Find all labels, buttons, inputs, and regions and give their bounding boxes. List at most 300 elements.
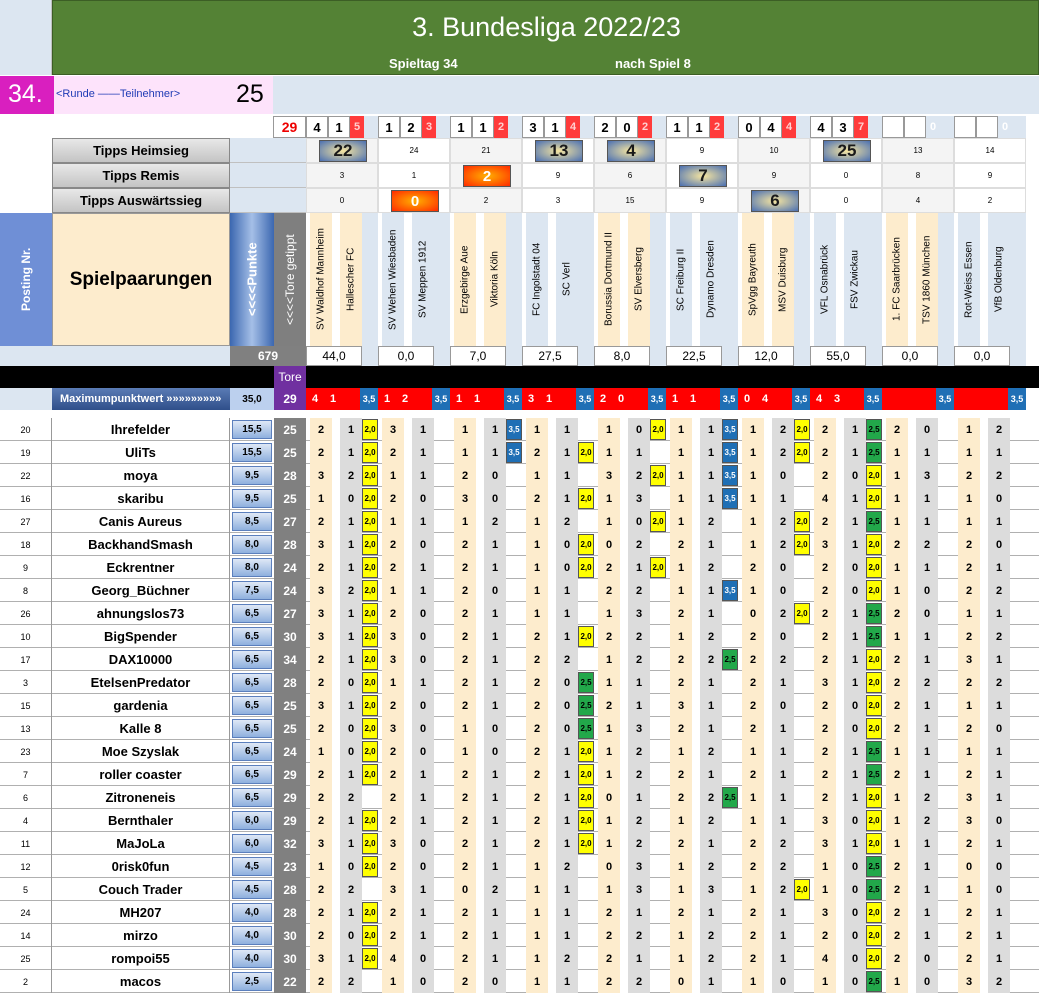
tipps-cell <box>378 188 450 213</box>
tip-points: 3,5 <box>722 442 738 463</box>
tip-points <box>506 879 522 900</box>
tip-away: 1 <box>700 694 722 717</box>
tip-home: 1 <box>598 671 620 694</box>
player-points: 6,0 <box>232 834 272 853</box>
tip-gap <box>548 671 556 694</box>
tip-away: 1 <box>988 763 1010 786</box>
tip-points: 2,0 <box>362 626 378 647</box>
tip-home: 3 <box>814 901 836 924</box>
tip-away: 2 <box>988 625 1010 648</box>
player-points: 6,5 <box>232 765 272 784</box>
tip-home: 2 <box>598 947 620 970</box>
team-spacer <box>794 213 810 346</box>
tip-home: 1 <box>382 579 404 602</box>
tip-home: 1 <box>886 786 908 809</box>
player-tore: 30 <box>274 625 306 648</box>
tip-away: 1 <box>484 832 506 855</box>
tip-home: 3 <box>310 947 332 970</box>
tip-home: 2 <box>454 579 476 602</box>
tip-points <box>1010 603 1026 624</box>
result-goal-sum: 2 <box>638 116 652 138</box>
tip-home: 1 <box>670 878 692 901</box>
tip-home: 2 <box>886 901 908 924</box>
tip-home: 2 <box>454 901 476 924</box>
player-tore: 24 <box>274 579 306 602</box>
tip-home: 2 <box>670 648 692 671</box>
tip-away: 1 <box>700 533 722 556</box>
posting-nr-header: Posting Nr. <box>0 213 52 346</box>
tip-away: 3 <box>628 487 650 510</box>
tip-points: 2,0 <box>866 695 882 716</box>
player-name: ahnungslos73 <box>52 602 230 625</box>
tip-gap <box>476 855 484 878</box>
tip-away: 1 <box>916 441 938 464</box>
player-name: Bernthaler <box>52 809 230 832</box>
tipps-cell <box>522 138 594 163</box>
player-name: DAX10000 <box>52 648 230 671</box>
tip-home: 2 <box>454 694 476 717</box>
tip-home: 2 <box>742 556 764 579</box>
player-name: moya <box>52 464 230 487</box>
team-home: SC Freiburg II <box>670 213 692 346</box>
result-home-goals: 0 <box>738 116 760 138</box>
tip-gap <box>764 418 772 441</box>
tip-home: 3 <box>382 648 404 671</box>
player-points: 2,5 <box>232 972 272 991</box>
tip-gap <box>836 418 844 441</box>
tip-home: 1 <box>742 786 764 809</box>
tip-gap <box>836 602 844 625</box>
tip-gap <box>836 786 844 809</box>
tip-away: 1 <box>340 418 362 441</box>
tip-away: 1 <box>556 418 578 441</box>
tip-gap <box>692 487 700 510</box>
tip-home: 3 <box>382 832 404 855</box>
tip-gap <box>908 717 916 740</box>
tip-gap <box>476 579 484 602</box>
tip-home: 1 <box>382 671 404 694</box>
tip-away: 0 <box>556 533 578 556</box>
tip-home: 2 <box>526 786 548 809</box>
result-away-goals: 1 <box>688 116 710 138</box>
tip-away: 0 <box>412 717 434 740</box>
tip-away: 1 <box>412 924 434 947</box>
tip-home: 0 <box>454 878 476 901</box>
tip-gap <box>620 786 628 809</box>
tip-gap <box>476 556 484 579</box>
max-gap <box>774 388 792 410</box>
tip-points: 2,0 <box>650 557 666 578</box>
tip-away: 1 <box>484 625 506 648</box>
posting-nr: 9 <box>0 556 52 579</box>
tip-home: 1 <box>670 924 692 947</box>
tip-gap <box>620 809 628 832</box>
punkte-header: <<<<Punkte <box>230 213 274 346</box>
tip-away: 1 <box>340 441 362 464</box>
tip-points: 2,0 <box>362 557 378 578</box>
tip-home: 2 <box>454 648 476 671</box>
tip-home: 3 <box>814 809 836 832</box>
tip-away: 2 <box>700 786 722 809</box>
tip-away: 0 <box>844 809 866 832</box>
tip-points: 2,5 <box>722 649 738 670</box>
tip-home: 0 <box>598 786 620 809</box>
tip-points <box>794 787 810 808</box>
posting-nr: 2 <box>0 970 52 993</box>
tip-away: 3 <box>628 717 650 740</box>
tip-gap <box>332 970 340 993</box>
tip-away: 1 <box>412 786 434 809</box>
tip-away: 0 <box>916 970 938 993</box>
tip-home: 2 <box>382 487 404 510</box>
tip-home: 3 <box>310 694 332 717</box>
tip-away: 1 <box>916 901 938 924</box>
tip-gap <box>980 579 988 602</box>
tip-points <box>506 649 522 670</box>
max-gap <box>846 388 864 410</box>
tip-points: 2,0 <box>866 948 882 969</box>
tip-points <box>722 718 738 739</box>
tip-gap <box>548 855 556 878</box>
tip-points: 2,0 <box>794 603 810 624</box>
tip-points <box>1010 511 1026 532</box>
tip-home: 1 <box>742 878 764 901</box>
tip-away: 2 <box>556 648 578 671</box>
tipps-cell: 10 <box>738 138 810 163</box>
tip-away: 2 <box>556 855 578 878</box>
tip-points <box>938 764 954 785</box>
tip-gap <box>692 878 700 901</box>
tip-gap <box>692 947 700 970</box>
result-goal-sum: 3 <box>422 116 436 138</box>
result-spacer <box>580 116 594 138</box>
tip-points <box>1010 764 1026 785</box>
tip-points <box>506 465 522 486</box>
tipps-cell: 8 <box>882 163 954 188</box>
tip-away: 2 <box>628 832 650 855</box>
tip-gap <box>404 694 412 717</box>
tip-home: 1 <box>958 602 980 625</box>
tip-home: 1 <box>454 441 476 464</box>
tip-home: 1 <box>886 740 908 763</box>
tip-home: 1 <box>958 694 980 717</box>
tip-points: 2,0 <box>578 488 594 509</box>
tip-gap <box>764 832 772 855</box>
tip-gap <box>332 901 340 924</box>
tip-points <box>434 672 450 693</box>
tip-home: 2 <box>454 533 476 556</box>
tip-home: 1 <box>310 740 332 763</box>
tip-points <box>578 603 594 624</box>
tip-points <box>434 971 450 992</box>
tip-away: 0 <box>844 970 866 993</box>
tip-gap <box>836 579 844 602</box>
tip-home: 2 <box>526 832 548 855</box>
tip-gap <box>620 579 628 602</box>
tip-points: 2,0 <box>866 902 882 923</box>
result-goal-sum: 5 <box>350 116 364 138</box>
tip-points <box>722 626 738 647</box>
tip-gap <box>692 648 700 671</box>
max-gap <box>702 388 720 410</box>
tip-away: 0 <box>412 740 434 763</box>
team-home: SV Waldhof Mannheim <box>310 213 332 346</box>
tip-gap <box>476 671 484 694</box>
tip-home: 2 <box>886 855 908 878</box>
tip-away: 1 <box>916 763 938 786</box>
tip-away: 2 <box>628 740 650 763</box>
tip-home: 2 <box>670 763 692 786</box>
tip-away: 0 <box>988 487 1010 510</box>
max-home <box>882 388 900 410</box>
tip-home: 2 <box>814 510 836 533</box>
table-row <box>0 924 1039 947</box>
tip-points <box>578 649 594 670</box>
tip-away: 3 <box>628 602 650 625</box>
tip-gap <box>836 717 844 740</box>
max-home: 1 <box>666 388 684 410</box>
tip-gap <box>332 464 340 487</box>
separator <box>0 366 1039 388</box>
tip-home: 2 <box>598 579 620 602</box>
max-home: 1 <box>378 388 396 410</box>
player-name: Georg_Büchner <box>52 579 230 602</box>
tip-points <box>506 764 522 785</box>
tip-away: 0 <box>340 924 362 947</box>
tip-points <box>1010 649 1026 670</box>
tip-home: 2 <box>382 786 404 809</box>
tip-gap <box>404 740 412 763</box>
tip-points <box>1010 718 1026 739</box>
tip-gap <box>404 786 412 809</box>
tip-home: 1 <box>598 487 620 510</box>
tip-away: 1 <box>844 832 866 855</box>
player-points: 4,0 <box>232 949 272 968</box>
tip-home: 2 <box>670 786 692 809</box>
result-spacer <box>436 116 450 138</box>
tip-home: 2 <box>886 878 908 901</box>
tip-gap <box>620 855 628 878</box>
tip-home: 3 <box>310 579 332 602</box>
posting-nr: 5 <box>0 878 52 901</box>
tip-away: 0 <box>556 556 578 579</box>
result-home-goals: 1 <box>666 116 688 138</box>
tip-gap <box>548 786 556 809</box>
tip-away: 1 <box>340 832 362 855</box>
tip-points <box>722 925 738 946</box>
tip-points <box>650 879 666 900</box>
tip-gap <box>764 579 772 602</box>
tip-home: 3 <box>310 602 332 625</box>
tip-gap <box>836 648 844 671</box>
tip-gap <box>332 625 340 648</box>
tip-gap <box>548 648 556 671</box>
tip-points <box>650 764 666 785</box>
table-row <box>0 763 1039 786</box>
tip-home: 1 <box>670 464 692 487</box>
tip-gap <box>332 924 340 947</box>
tip-home: 2 <box>886 418 908 441</box>
tip-away: 1 <box>988 694 1010 717</box>
tip-gap <box>620 671 628 694</box>
tip-points <box>506 626 522 647</box>
tip-points <box>794 718 810 739</box>
player-name: macos <box>52 970 230 993</box>
tip-gap <box>836 671 844 694</box>
tip-away: 2 <box>700 855 722 878</box>
tip-points <box>794 810 810 831</box>
tip-away: 1 <box>844 671 866 694</box>
tip-home: 2 <box>958 533 980 556</box>
tip-gap <box>764 510 772 533</box>
match-points-spacer <box>650 346 666 366</box>
tip-gap <box>692 786 700 809</box>
tip-points <box>434 695 450 716</box>
tip-gap <box>692 533 700 556</box>
tip-home: 1 <box>454 418 476 441</box>
table-row <box>0 947 1039 970</box>
tip-home: 2 <box>526 671 548 694</box>
tip-away: 1 <box>484 763 506 786</box>
tip-gap <box>836 556 844 579</box>
tipps-cell: 3 <box>306 163 378 188</box>
team-home: Erzgebirge Aue <box>454 213 476 346</box>
tipps-cell <box>738 188 810 213</box>
tip-home: 1 <box>958 740 980 763</box>
tip-away: 2 <box>988 671 1010 694</box>
tipps-section <box>52 138 1039 213</box>
tip-gap <box>908 947 916 970</box>
player-name: gardenia <box>52 694 230 717</box>
tip-away: 1 <box>484 556 506 579</box>
table-row <box>0 878 1039 901</box>
table-row <box>0 855 1039 878</box>
tip-points <box>794 626 810 647</box>
tip-away: 0 <box>412 947 434 970</box>
tip-away: 0 <box>412 602 434 625</box>
tip-away: 1 <box>844 533 866 556</box>
tip-points <box>1010 787 1026 808</box>
tip-points <box>506 603 522 624</box>
tip-gap <box>836 533 844 556</box>
max-value: 3,5 <box>504 388 522 410</box>
tip-home: 2 <box>958 556 980 579</box>
tip-points <box>650 718 666 739</box>
tip-home: 2 <box>382 809 404 832</box>
tip-home: 1 <box>670 740 692 763</box>
tipps-cell: 2 <box>450 188 522 213</box>
tip-gap <box>692 717 700 740</box>
match-points: 8,0 <box>594 346 650 366</box>
tip-home: 2 <box>886 533 908 556</box>
result-away-goals: 0 <box>616 116 638 138</box>
tip-gap <box>332 487 340 510</box>
team-away: Hallescher FC <box>340 213 362 346</box>
tip-points: 2,5 <box>866 764 882 785</box>
tip-gap <box>548 510 556 533</box>
tip-away: 0 <box>772 464 794 487</box>
tipps-cell: 9 <box>522 163 594 188</box>
tip-home: 2 <box>526 809 548 832</box>
tip-away: 1 <box>916 924 938 947</box>
tip-gap <box>476 878 484 901</box>
tip-home: 4 <box>814 947 836 970</box>
players-table <box>0 418 1039 993</box>
tip-gap <box>836 924 844 947</box>
player-points: 15,5 <box>232 443 272 462</box>
tip-gap <box>980 625 988 648</box>
tip-points: 3,5 <box>722 580 738 601</box>
tip-gap <box>404 763 412 786</box>
player-tore: 28 <box>274 533 306 556</box>
tip-gap <box>332 786 340 809</box>
tip-home: 1 <box>526 878 548 901</box>
tip-home: 1 <box>526 579 548 602</box>
tip-points <box>1010 580 1026 601</box>
tip-points <box>1010 695 1026 716</box>
tip-points <box>1010 925 1026 946</box>
tip-points <box>434 948 450 969</box>
result-spacer <box>796 116 810 138</box>
max-home: 3 <box>522 388 540 410</box>
tip-home: 1 <box>742 464 764 487</box>
tip-gap <box>980 487 988 510</box>
tip-points <box>938 902 954 923</box>
tip-gap <box>404 556 412 579</box>
result-spacer <box>724 116 738 138</box>
result-spacer <box>940 116 954 138</box>
tip-home: 2 <box>526 441 548 464</box>
tip-points: 2,0 <box>578 557 594 578</box>
tip-gap <box>764 763 772 786</box>
tip-gap <box>764 648 772 671</box>
table-row <box>0 671 1039 694</box>
tip-points <box>434 465 450 486</box>
max-value: 3,5 <box>360 388 378 410</box>
tipps-cell: 21 <box>450 138 522 163</box>
tip-home: 2 <box>886 924 908 947</box>
posting-nr: 19 <box>0 441 52 464</box>
tip-gap <box>476 510 484 533</box>
tip-away: 2 <box>988 579 1010 602</box>
tip-away: 1 <box>484 441 506 464</box>
tip-home: 1 <box>454 510 476 533</box>
tore-getippt-header: <<<<Tore getippt <box>274 213 306 346</box>
tip-points: 2,5 <box>578 718 594 739</box>
match-points: 22,5 <box>666 346 722 366</box>
tip-gap <box>548 901 556 924</box>
tip-gap <box>620 832 628 855</box>
tip-home: 1 <box>886 441 908 464</box>
tip-away: 2 <box>700 809 722 832</box>
tip-gap <box>332 832 340 855</box>
tip-home: 2 <box>742 717 764 740</box>
result-away-goals <box>904 116 926 138</box>
tip-points <box>650 902 666 923</box>
team-gap <box>404 213 412 346</box>
tip-points <box>434 511 450 532</box>
tip-home: 1 <box>454 740 476 763</box>
tip-home: 1 <box>886 970 908 993</box>
tip-points <box>938 580 954 601</box>
tip-gap <box>332 648 340 671</box>
tip-gap <box>332 809 340 832</box>
tip-gap <box>332 418 340 441</box>
tip-away: 2 <box>700 924 722 947</box>
tipps-max-value: 0 <box>391 190 439 212</box>
tip-points <box>434 534 450 555</box>
max-gap <box>630 388 648 410</box>
